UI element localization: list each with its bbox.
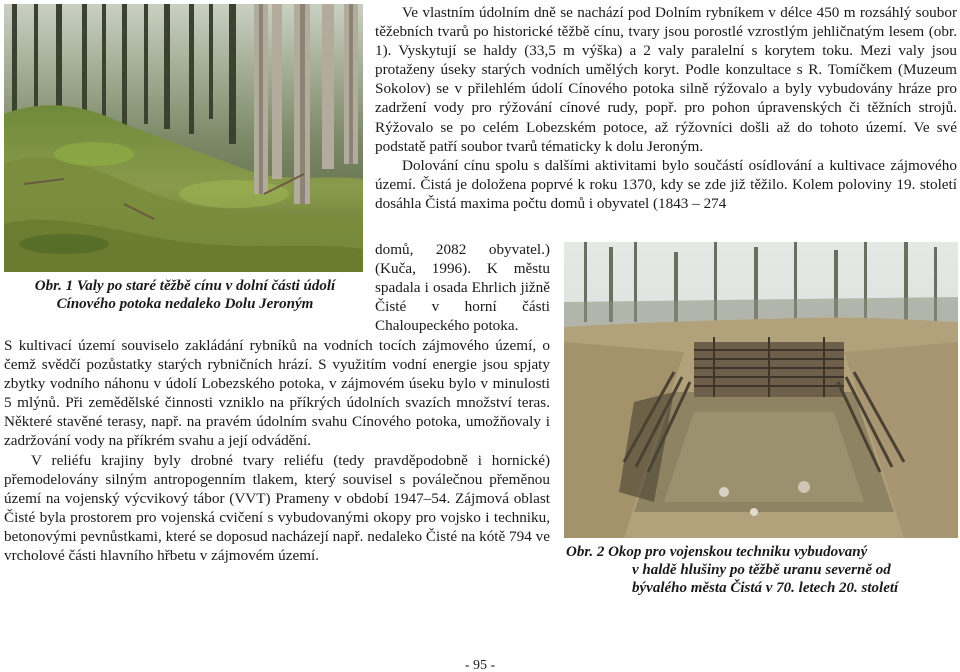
bunker-photo xyxy=(564,242,958,538)
text-narrow xyxy=(375,240,550,335)
paragraph-top-1: Ve vlastním údolním dně se nachází pod Dolním rybníkem v délce 450 m rozsáhlý soubor těžebních tvarů po historické těžbě cínu, tvary jsou porostlé vzrostlým jehličnatým lesem (obr. 1). Vyskytují se haldy (33,5 m výška) a 2 valy paralelní s korytem toku. Mezi valy jsou protaženy úseky starých vodních umělých koryt. Podle konzultace s R. Tomíčkem (Muzeum Sokolov) se v přilehlém údolí Cínového potoka silně rýžovalo a byly vybudovány hráze pro zadržení vody pro rýžování cínové rudy, popř. pro pohon úpravenských či těžních strojů. Rýžovalo se po celém Lobezském potoce, až rýžovníci došli až do tohoto území. Ve své podstatě patří soubor tvarů tématicky k dolu Jeroným. xyxy=(375,4,957,155)
page-number: - 95 - xyxy=(464,658,496,672)
caption2-line2: v haldě hlušiny po těžbě uranu severně od xyxy=(632,562,891,578)
caption2-line3: bývalého města Čistá v 70. letech 20. století xyxy=(632,580,899,596)
text-bottom xyxy=(4,336,550,565)
caption1-line1: Obr. 1 Valy po staré těžbě cínu v dolní části údolí xyxy=(34,278,336,294)
figure-caption-1 xyxy=(4,277,366,313)
paragraph-bottom-1: S kultivací území souviselo zakládání rybníků na vodních tocích zájmového území, o čemž svědčí pozůstatky starých rybničních hrází. S využitím vodní energie jsou spjaty zbytky vodního náhonu v údolí Lobezského potoka, v zájmovém úseku bylo v minulosti 5 mlýnů. Při zemědělské činnosti vzniklo na příkrých údolních svazích množství teras. Některé stavěné terasy, např. na pravém údolním svahu Cínového potoka, umožňovaly i zadržování vody na příkrém svahu a její odvádění. xyxy=(4,337,550,450)
paragraph-top-2: Dolování cínu spolu s dalšími aktivitami bylo součástí osídlování a kultivace zájmového území. Čistá je doložena poprvé k roku 1370, kdy se zde již těžilo. Kolem poloviny 19. století dosáhla Čistá maxima počtu domů i obyvatel (1843 – 274 xyxy=(375,156,957,212)
text-top xyxy=(375,3,957,213)
caption2-line1: Obr. 2 Okop pro vojenskou techniku vybudovaný xyxy=(566,544,868,560)
forest-photo xyxy=(4,4,363,272)
figure-caption-2 xyxy=(566,543,956,597)
paragraph-bottom-2: V reliéfu krajiny byly drobné tvary reliéfu (tedy pravděpodobně i hornické) přemodelovány silným antropogenním tlakem, který souvisel s poválečnou přeměnou území na vojenský výcvikový tábor (VVT) Prameny v období 1947–54. Zájmová oblast Čisté byla prostorem pro vojenská cvičení s vybudovanými okopy pro vojsko i techniku, betonovými pevnůstkami, které se doposud nacházejí např. nedaleko Čisté na kótě 794 ve vrcholové části hlavního hřbetu v zájmovém území. xyxy=(4,451,550,565)
paragraph-narrow: domů, 2082 obyvatel.) (Kuča, 1996). K městu spadala i osada Ehrlich jižně Čisté v horní části Chaloupeckého potoka. xyxy=(375,241,550,335)
caption1-line2: Cínového potoka nedaleko Dolu Jeroným xyxy=(56,296,314,312)
